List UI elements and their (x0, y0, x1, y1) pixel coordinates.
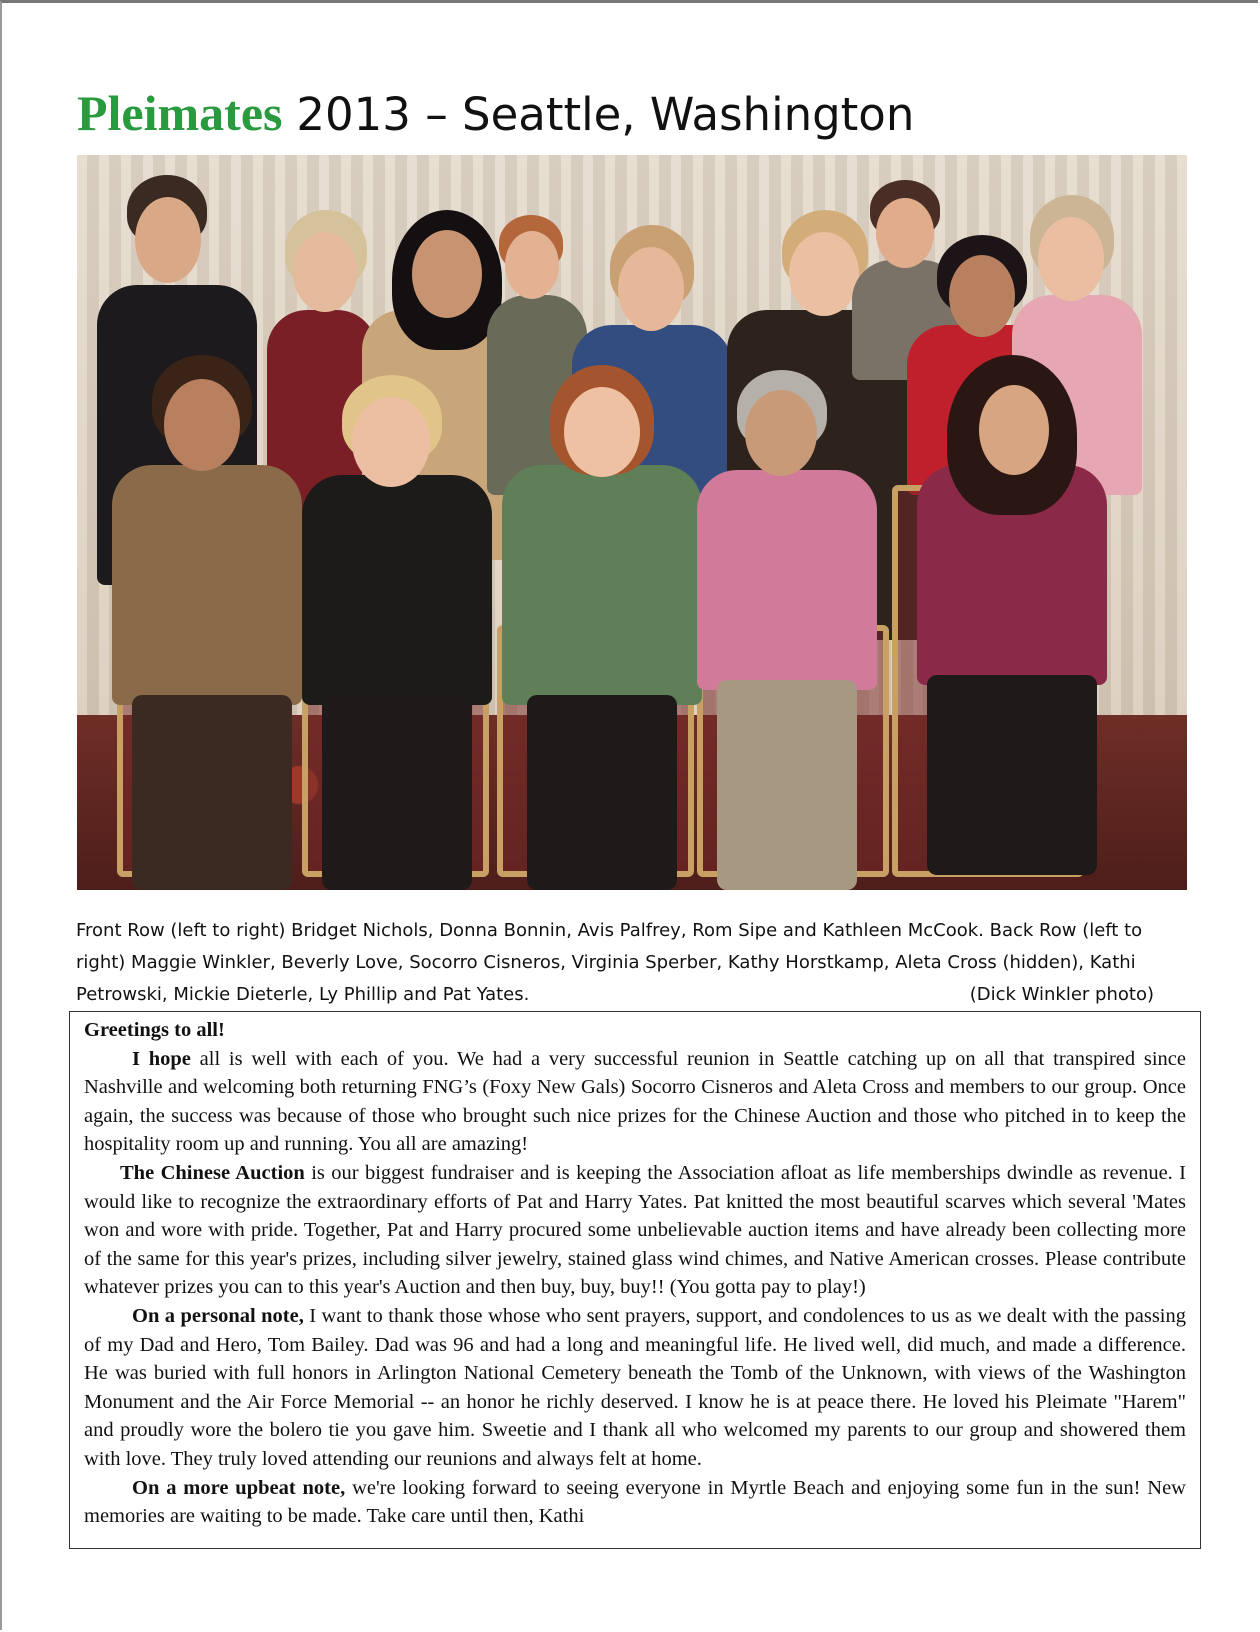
title-rest: 2013 – Seattle, Washington (296, 88, 915, 141)
paragraph-1-text: all is well with each of you. We had a very successful reunion in Seattle catching up on all that transpired since Nashville and welcoming both returning FNG’s (Foxy New Gals) Socorro Cisneros and Aleta Cross and members to our group. Once again, the success was because of those who brought such nice prizes for the Chinese Auction and those who pitched in to keep the hospitality room up and running. You all are amazing! (84, 1047, 1186, 1156)
caption-text: Front Row (left to right) Bridget Nichols, Donna Bonnin, Avis Palfrey, Rom Sipe and Kathleen McCook. Back Row (left to right) Maggie Winkler, Beverly Love, Socorro Cisneros, Virginia Sperber, Kathy Horstkamp, Aleta Cross (hidden), Kathi Petrowski, Mickie Dieterle, Ly Phillip and Pat Yates. (76, 920, 1143, 1005)
paragraph-3-text: I want to thank those whose who sent prayers, support, and condolences to us as we dealt with the passing of my Dad and Hero, Tom Bailey. Dad was 96 and had a long and meaningful life. He lived well, did much, and made a difference. He was buried with full honors in Arlington National Cemetery beneath the Tomb of the Unknown, with views of the Washington Monument and the Air Force Memorial -- an honor he richly deserved. I know he is at peace there. He loved his Pleimate "Harem" and proudly wore the bolero tie you gave him. Sweetie and I thank all who welcomed my parents to our group and showered them with love. They truly loved attending our reunions and always felt at home. (84, 1304, 1186, 1470)
paragraph-4-text: we're looking forward to seeing everyone in Myrtle Beach and enjoying some fun in the sun! New memories are waiting to be made. Take care until then, Kathi (84, 1476, 1186, 1528)
letter-greeting: Greetings to all! (84, 1019, 225, 1041)
letter-box (69, 1011, 1201, 1549)
paragraph-1-lead: I hope (132, 1047, 191, 1070)
letter-paragraph-1 (84, 1045, 1186, 1159)
title-brand: Pleimates (77, 85, 283, 141)
letter-paragraph-3 (84, 1302, 1186, 1474)
letter-paragraph-2 (84, 1159, 1186, 1302)
letter-paragraph-4 (84, 1474, 1186, 1531)
group-photo (77, 155, 1187, 890)
paragraph-2-text: is our biggest fundraiser and is keeping the Association afloat as life memberships dwindle as revenue. I would like to recognize the extraordinary efforts of Pat and Harry Yates. Pat knitted the most beautiful scarves which several 'Mates won and wore with pride. Together, Pat and Harry procured some unbelievable auction items and have already been collecting more of the same for this year's prizes, including silver jewelry, stained glass wind chimes, and Native American crosses. Please contribute whatever prizes you can to this year's Auction and then buy, buy, buy!! (You gotta pay to play!) (84, 1161, 1187, 1299)
paragraph-3-lead: On a personal note, (132, 1304, 304, 1327)
photo-caption (76, 915, 1176, 1011)
paragraph-2-lead: The Chinese Auction (120, 1161, 305, 1184)
photo-credit: (Dick Winkler photo) (969, 984, 1154, 1005)
paragraph-4-lead: On a more upbeat note, (132, 1476, 346, 1499)
page-title (77, 83, 914, 143)
